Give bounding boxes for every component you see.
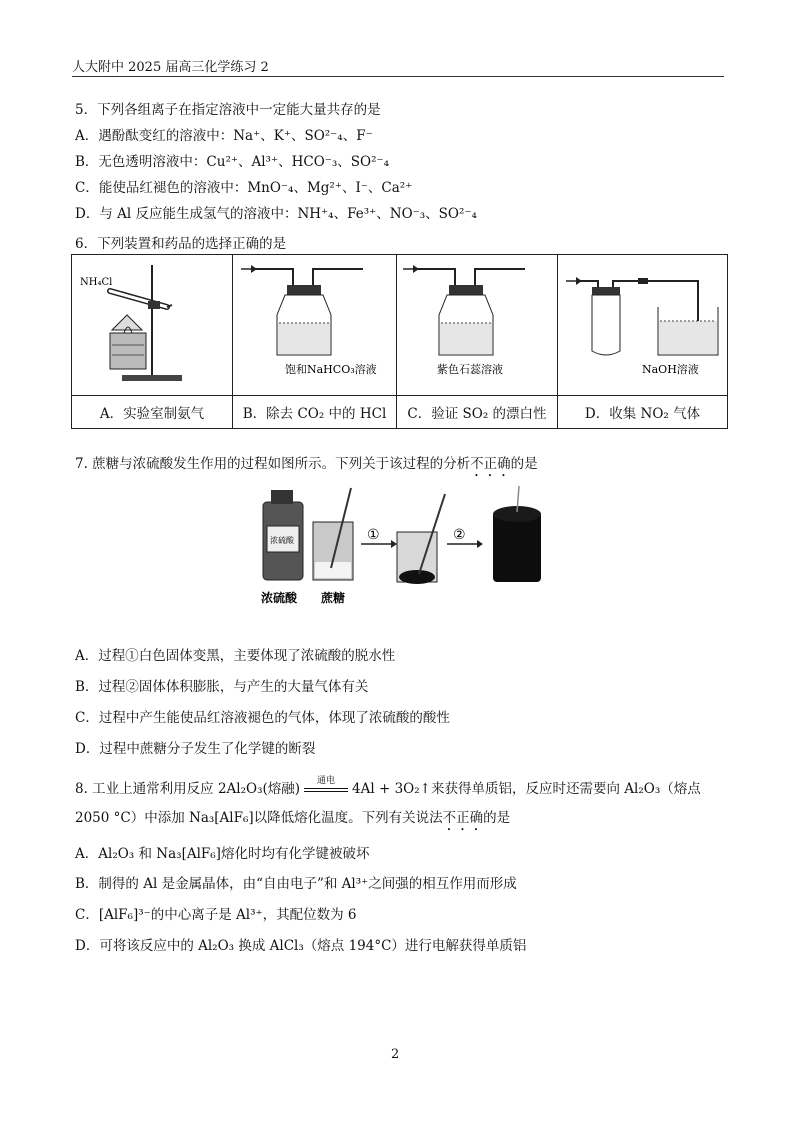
q8-line2-pre: 2050 °C）中添加 Na₃[AlF₆]以降低熔化温度。下列有关说法 <box>75 810 443 826</box>
q6-stem: 6．下列装置和药品的选择正确的是 <box>75 236 287 252</box>
caption-a: A．实验室制氨气 <box>72 396 233 429</box>
bottle-tag: 浓硫酸 <box>270 536 294 545</box>
q7-stem-pre: 7. 蔗糖与浓硫酸发生作用的过程如图所示。下列关于该过程的分析 <box>75 456 471 472</box>
q8-option-b: B．制得的 Al 是金属晶体，由“自由电子”和 Al³⁺之间强的相互作用而形成 <box>75 876 517 892</box>
nahco3-washbottle-diagram <box>233 255 396 391</box>
litmus-label: 紫色石蕊溶液 <box>437 363 503 376</box>
q7-stem <box>75 452 538 480</box>
q7-stem-post: 的是 <box>510 456 538 472</box>
q8-line1-pre: 8. 工业上通常利用反应 2Al₂O₃(熔融) <box>75 781 301 797</box>
q5-option-b: B．无色透明溶液中：Cu²⁺、Al³⁺、HCO⁻₃、SO²⁻₄ <box>75 154 390 170</box>
step1-label: ① <box>367 527 380 543</box>
header-divider <box>72 76 724 77</box>
no2-collection-diagram <box>558 255 727 391</box>
apparatus-a-cell <box>72 255 233 396</box>
q5-option-c: C．能使品红褪色的溶液中：MnO⁻₄、Mg²⁺、I⁻、Ca²⁺ <box>75 180 413 196</box>
q8-line1 <box>75 777 701 799</box>
naoh-label: NaOH溶液 <box>642 363 699 376</box>
sucrose-reaction-figure <box>255 482 555 612</box>
q7-option-c: C．过程中产生能使品红溶液褪色的气体，体现了浓硫酸的酸性 <box>75 710 450 726</box>
q7-option-a: A．过程①白色固体变黑，主要体现了浓硫酸的脱水性 <box>75 648 396 664</box>
q8-line2 <box>75 806 510 834</box>
condition-label: 通电 <box>317 775 336 786</box>
nahco3-label: 饱和NaHCO₃溶液 <box>285 363 377 376</box>
q8-line2-post: 的是 <box>483 810 511 826</box>
electrolysis-condition <box>304 775 348 799</box>
apparatus-c-cell <box>397 255 558 396</box>
bottle-caption: 浓硫酸 <box>261 591 298 605</box>
q5-stem: 5．下列各组离子在指定溶液中一定能大量共存的是 <box>75 102 381 118</box>
q5-option-a: A．遇酚酞变红的溶液中：Na⁺、K⁺、SO²⁻₄、F⁻ <box>75 128 373 144</box>
apparatus-b-cell <box>233 255 397 396</box>
apparatus-table <box>71 254 728 429</box>
caption-b: B．除去 CO₂ 中的 HCl <box>233 396 397 429</box>
nh4cl-label: NH₄Cl <box>80 277 113 288</box>
page-header: 人大附中 2025 届高三化学练习 2 <box>72 60 269 75</box>
q8-option-d: D．可将该反应中的 Al₂O₃ 换成 AlCl₃（熔点 194°C）进行电解获得单质铝 <box>75 938 527 954</box>
q7-stem-emph: 不正确 <box>470 456 511 472</box>
q8-option-a: A．Al₂O₃ 和 Na₃[AlF₆]熔化时均有化学键被破坏 <box>75 846 370 862</box>
page-number: 2 <box>391 1047 400 1062</box>
ammonia-setup-diagram <box>72 255 232 391</box>
caption-d: D．收集 NO₂ 气体 <box>558 396 728 429</box>
q7-option-d: D．过程中蔗糖分子发生了化学键的断裂 <box>75 741 316 757</box>
q5-option-d: D．与 Al 反应能生成氢气的溶液中：NH⁺₄、Fe³⁺、NO⁻₃、SO²⁻₄ <box>75 206 477 222</box>
apparatus-d-cell <box>558 255 728 396</box>
step2-label: ② <box>453 527 466 543</box>
beaker-caption: 蔗糖 <box>321 591 346 605</box>
litmus-washbottle-diagram <box>397 255 557 391</box>
q8-line2-emph: 不正确 <box>442 810 484 826</box>
q8-line1-post: 4Al + 3O₂↑来获得单质铝，反应时还需要向 Al₂O₃（熔点 <box>352 781 701 797</box>
q8-option-c: C．[AlF₆]³⁻的中心离子是 Al³⁺，其配位数为 6 <box>75 907 357 923</box>
q7-option-b: B．过程②固体体积膨胀，与产生的大量气体有关 <box>75 679 369 695</box>
caption-c: C．验证 SO₂ 的漂白性 <box>397 396 558 429</box>
